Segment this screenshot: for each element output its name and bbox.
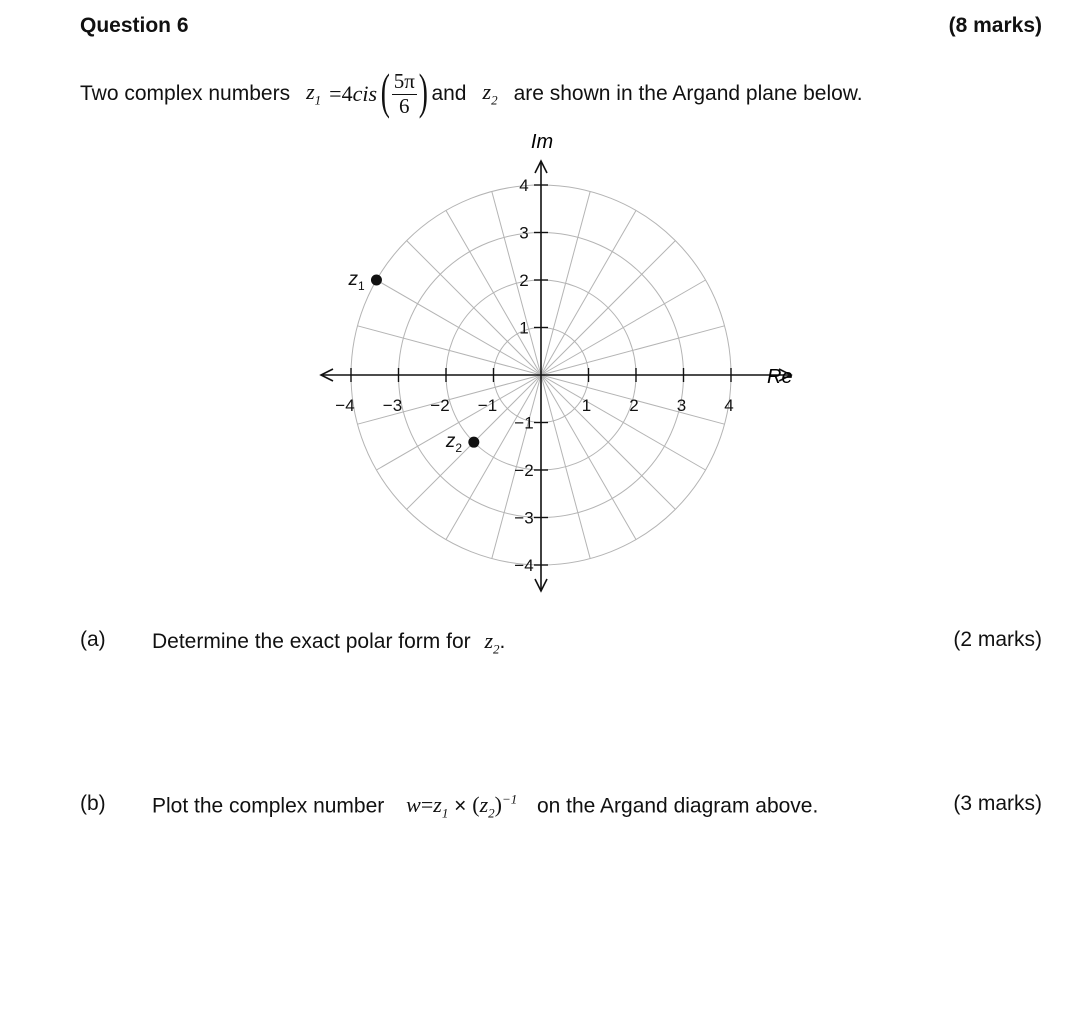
part-a-text: Determine the exact polar form for $z_2$.	[152, 628, 506, 657]
axes	[321, 161, 791, 591]
point-label-z2: $z_2$	[445, 431, 463, 456]
part-b-text: Plot the complex number $w=z_1 \times (z_2)^{-1}$ on the Argand diagram above.	[152, 792, 819, 821]
point-label-z1: $z_1$	[348, 269, 365, 293]
y-tick-label: −4	[514, 556, 534, 575]
y-tick-label: −2	[514, 461, 534, 480]
intro-and: and	[431, 82, 467, 105]
part-b-marks: (3 marks)	[953, 792, 1042, 815]
part-b-label: (b)	[80, 792, 106, 815]
w-expression: $w=z_1$	[406, 792, 449, 821]
grid-ray	[492, 191, 541, 375]
grid-ray	[541, 241, 675, 375]
grid-ray	[541, 375, 706, 470]
grid-ray	[541, 191, 590, 375]
y-tick-label: 3	[519, 223, 529, 243]
x-tick-label: 2	[629, 396, 639, 415]
y-tick-label: −3	[514, 508, 534, 528]
modulus-coefficient: 4	[341, 81, 353, 106]
grid-ray	[357, 326, 541, 375]
intro-text-start: Two complex numbers	[80, 82, 291, 105]
x-tick-label: 3	[676, 396, 687, 415]
grid-ray	[541, 210, 636, 375]
grid-ray	[541, 375, 675, 509]
point-z1	[371, 275, 382, 286]
x-tick-label: −4	[335, 396, 355, 415]
grid-ray	[541, 326, 725, 375]
fraction-denominator: 6	[398, 93, 410, 118]
x-tick-label: −3	[382, 396, 403, 415]
point-z2	[468, 437, 479, 448]
grid-ray	[407, 241, 541, 375]
y-tick-label: 1	[519, 318, 529, 338]
x-tick-label: −2	[430, 396, 450, 415]
question-title: Question 6	[80, 14, 189, 37]
grid-ray	[541, 280, 706, 375]
x-tick-label: 4	[724, 396, 734, 415]
question-marks: (8 marks)	[948, 14, 1042, 37]
part-a-label: (a)	[80, 628, 106, 651]
z2-symbol: $z_2$	[482, 79, 498, 108]
x-tick-label: 1	[581, 396, 592, 415]
part-a-z2: $z_2$	[484, 628, 500, 657]
im-axis-label: Im	[530, 131, 554, 153]
y-tick-label: 4	[519, 176, 529, 195]
equals-sign: =	[329, 81, 342, 106]
z1-symbol: $z_1$	[306, 79, 322, 108]
fraction-numerator: 5π	[393, 69, 415, 94]
z2-inverse: $(z_2)^{-1}$	[472, 792, 518, 821]
y-tick-label: −1	[514, 413, 534, 433]
part-a-marks: (2 marks)	[953, 628, 1042, 651]
grid-ray	[376, 280, 541, 375]
re-axis-label: Re	[767, 366, 793, 388]
cis-text: cis	[352, 81, 378, 106]
right-paren: )	[418, 63, 428, 119]
y-tick-label: 2	[519, 271, 529, 290]
x-tick-label: −1	[477, 396, 498, 415]
intro-text-end: are shown in the Argand plane below.	[513, 82, 863, 105]
left-paren: (	[380, 63, 390, 119]
